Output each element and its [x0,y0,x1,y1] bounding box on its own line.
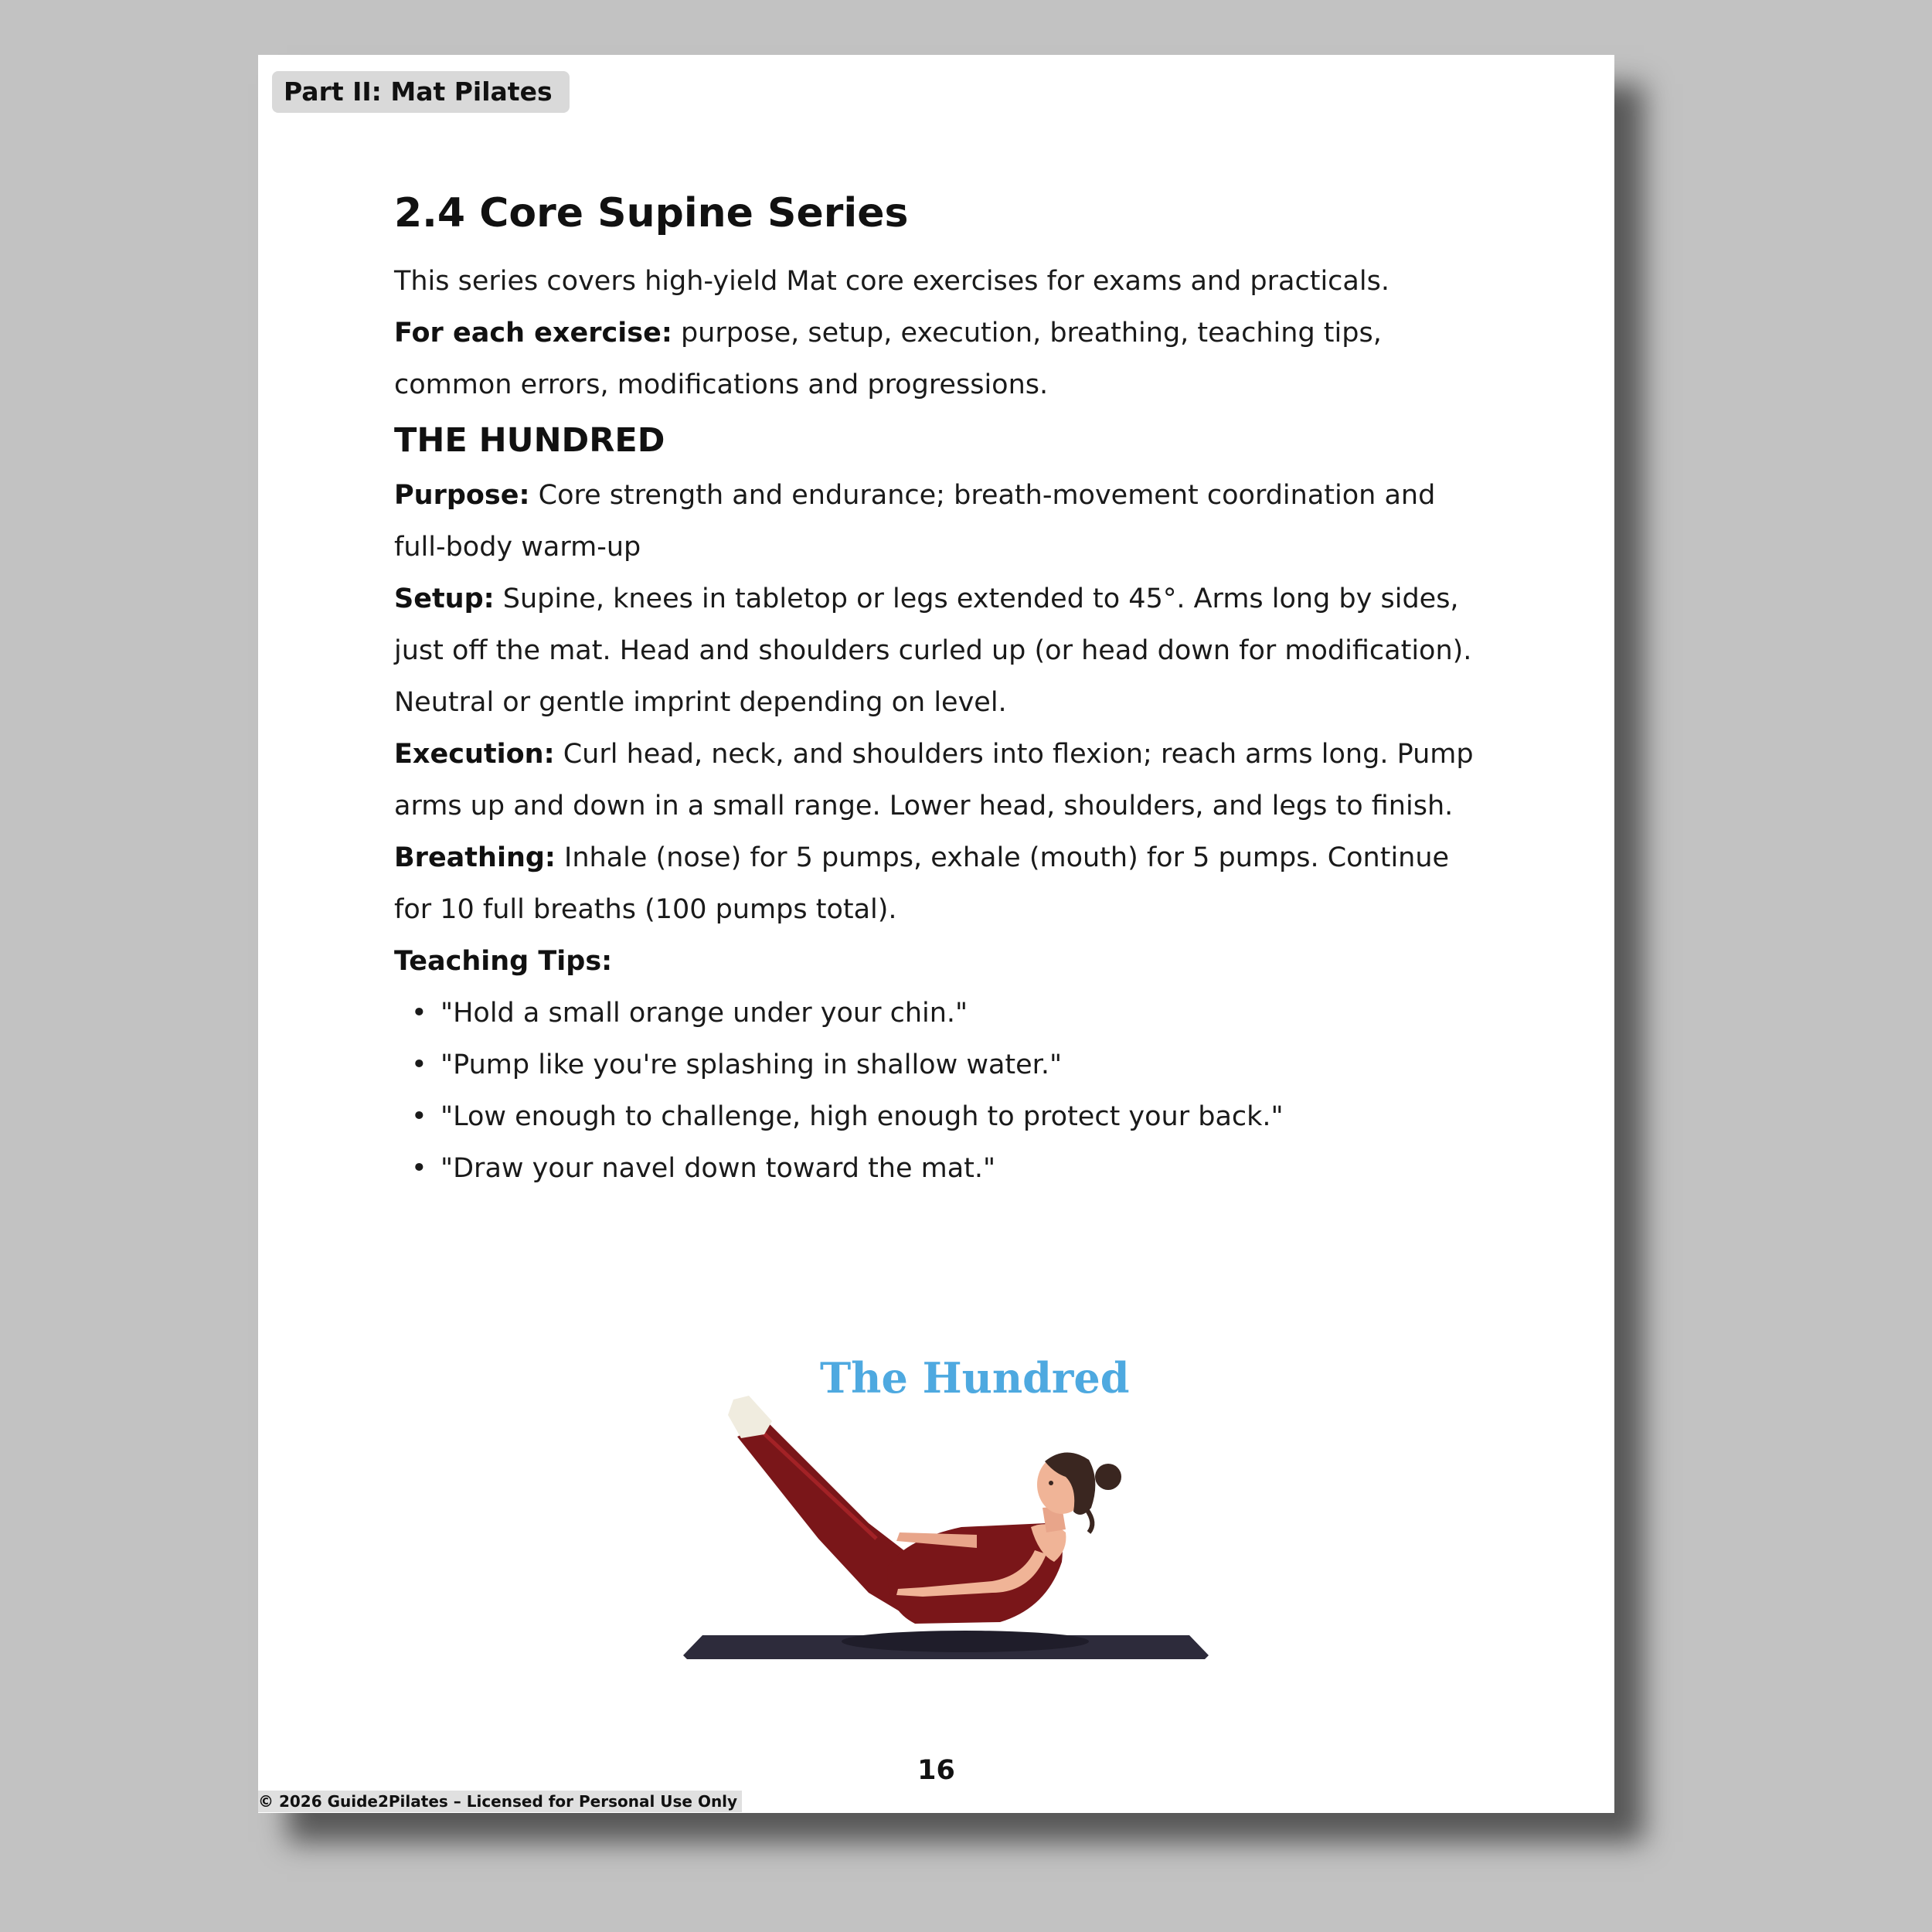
for-each-paragraph [394,308,1492,411]
copyright-notice: © 2026 Guide2Pilates – Licensed for Personal Use Only [258,1791,742,1812]
execution-paragraph [394,729,1492,832]
list-item [394,1039,1492,1091]
part-label: Part II: Mat Pilates [272,71,570,113]
setup-text: Supine, knees in tabletop or legs extended to 45°. Arms long by sides, just off the mat. Head and shoulders curled up (or head down for modification). Neutral or gentle imprint depending on level. [394,583,1472,718]
document-page [258,55,1614,1813]
tip-text: "Pump like you're splashing in shallow water." [440,1049,1063,1080]
setup-label: Setup: [394,583,495,614]
for-each-text: purpose, setup, execution, breathing, teaching tips, common errors, modifications and progressions. [394,318,1382,400]
list-item [394,1143,1492,1195]
execution-label: Execution: [394,739,555,770]
section-title: 2.4 Core Supine Series [394,190,909,236]
feet-shape [728,1396,772,1438]
list-item [394,1091,1492,1143]
execution-text: Curl head, neck, and shoulders into flexion; reach arms long. Pump arms up and down in a small range. Lower head, shoulders, and legs to finish. [394,739,1474,821]
setup-paragraph [394,573,1492,729]
purpose-label: Purpose: [394,480,530,511]
teaching-tips-label: Teaching Tips: [394,946,613,977]
list-item [394,988,1492,1039]
tip-text: "Hold a small orange under your chin." [440,998,968,1029]
purpose-paragraph [394,470,1492,573]
section-intro: This series covers high-yield Mat core exercises for exams and practicals. [394,266,1389,297]
breathing-text: Inhale (nose) for 5 pumps, exhale (mouth) for 5 pumps. Continue for 10 full breaths (100 pumps total). [394,842,1450,925]
bullet-icon: • [411,998,427,1029]
teaching-tips-list [394,988,1492,1195]
for-each-label: For each exercise: [394,318,672,349]
tip-text: "Low enough to challenge, high enough to protect your back." [440,1101,1284,1132]
tip-text: "Draw your navel down toward the mat." [440,1153,996,1184]
illustration-title: The Hundred [820,1353,1130,1403]
bullet-icon: • [411,1153,427,1184]
exercise-title: THE HUNDRED [394,421,665,460]
purpose-text: Core strength and endurance; breath-movement coordination and full-body warm-up [394,480,1436,563]
page-number: 16 [917,1755,955,1786]
page-content [394,186,1492,1195]
bullet-icon: • [411,1101,427,1132]
breathing-paragraph [394,832,1492,936]
breathing-label: Breathing: [394,842,556,873]
bullet-icon: • [411,1049,427,1080]
